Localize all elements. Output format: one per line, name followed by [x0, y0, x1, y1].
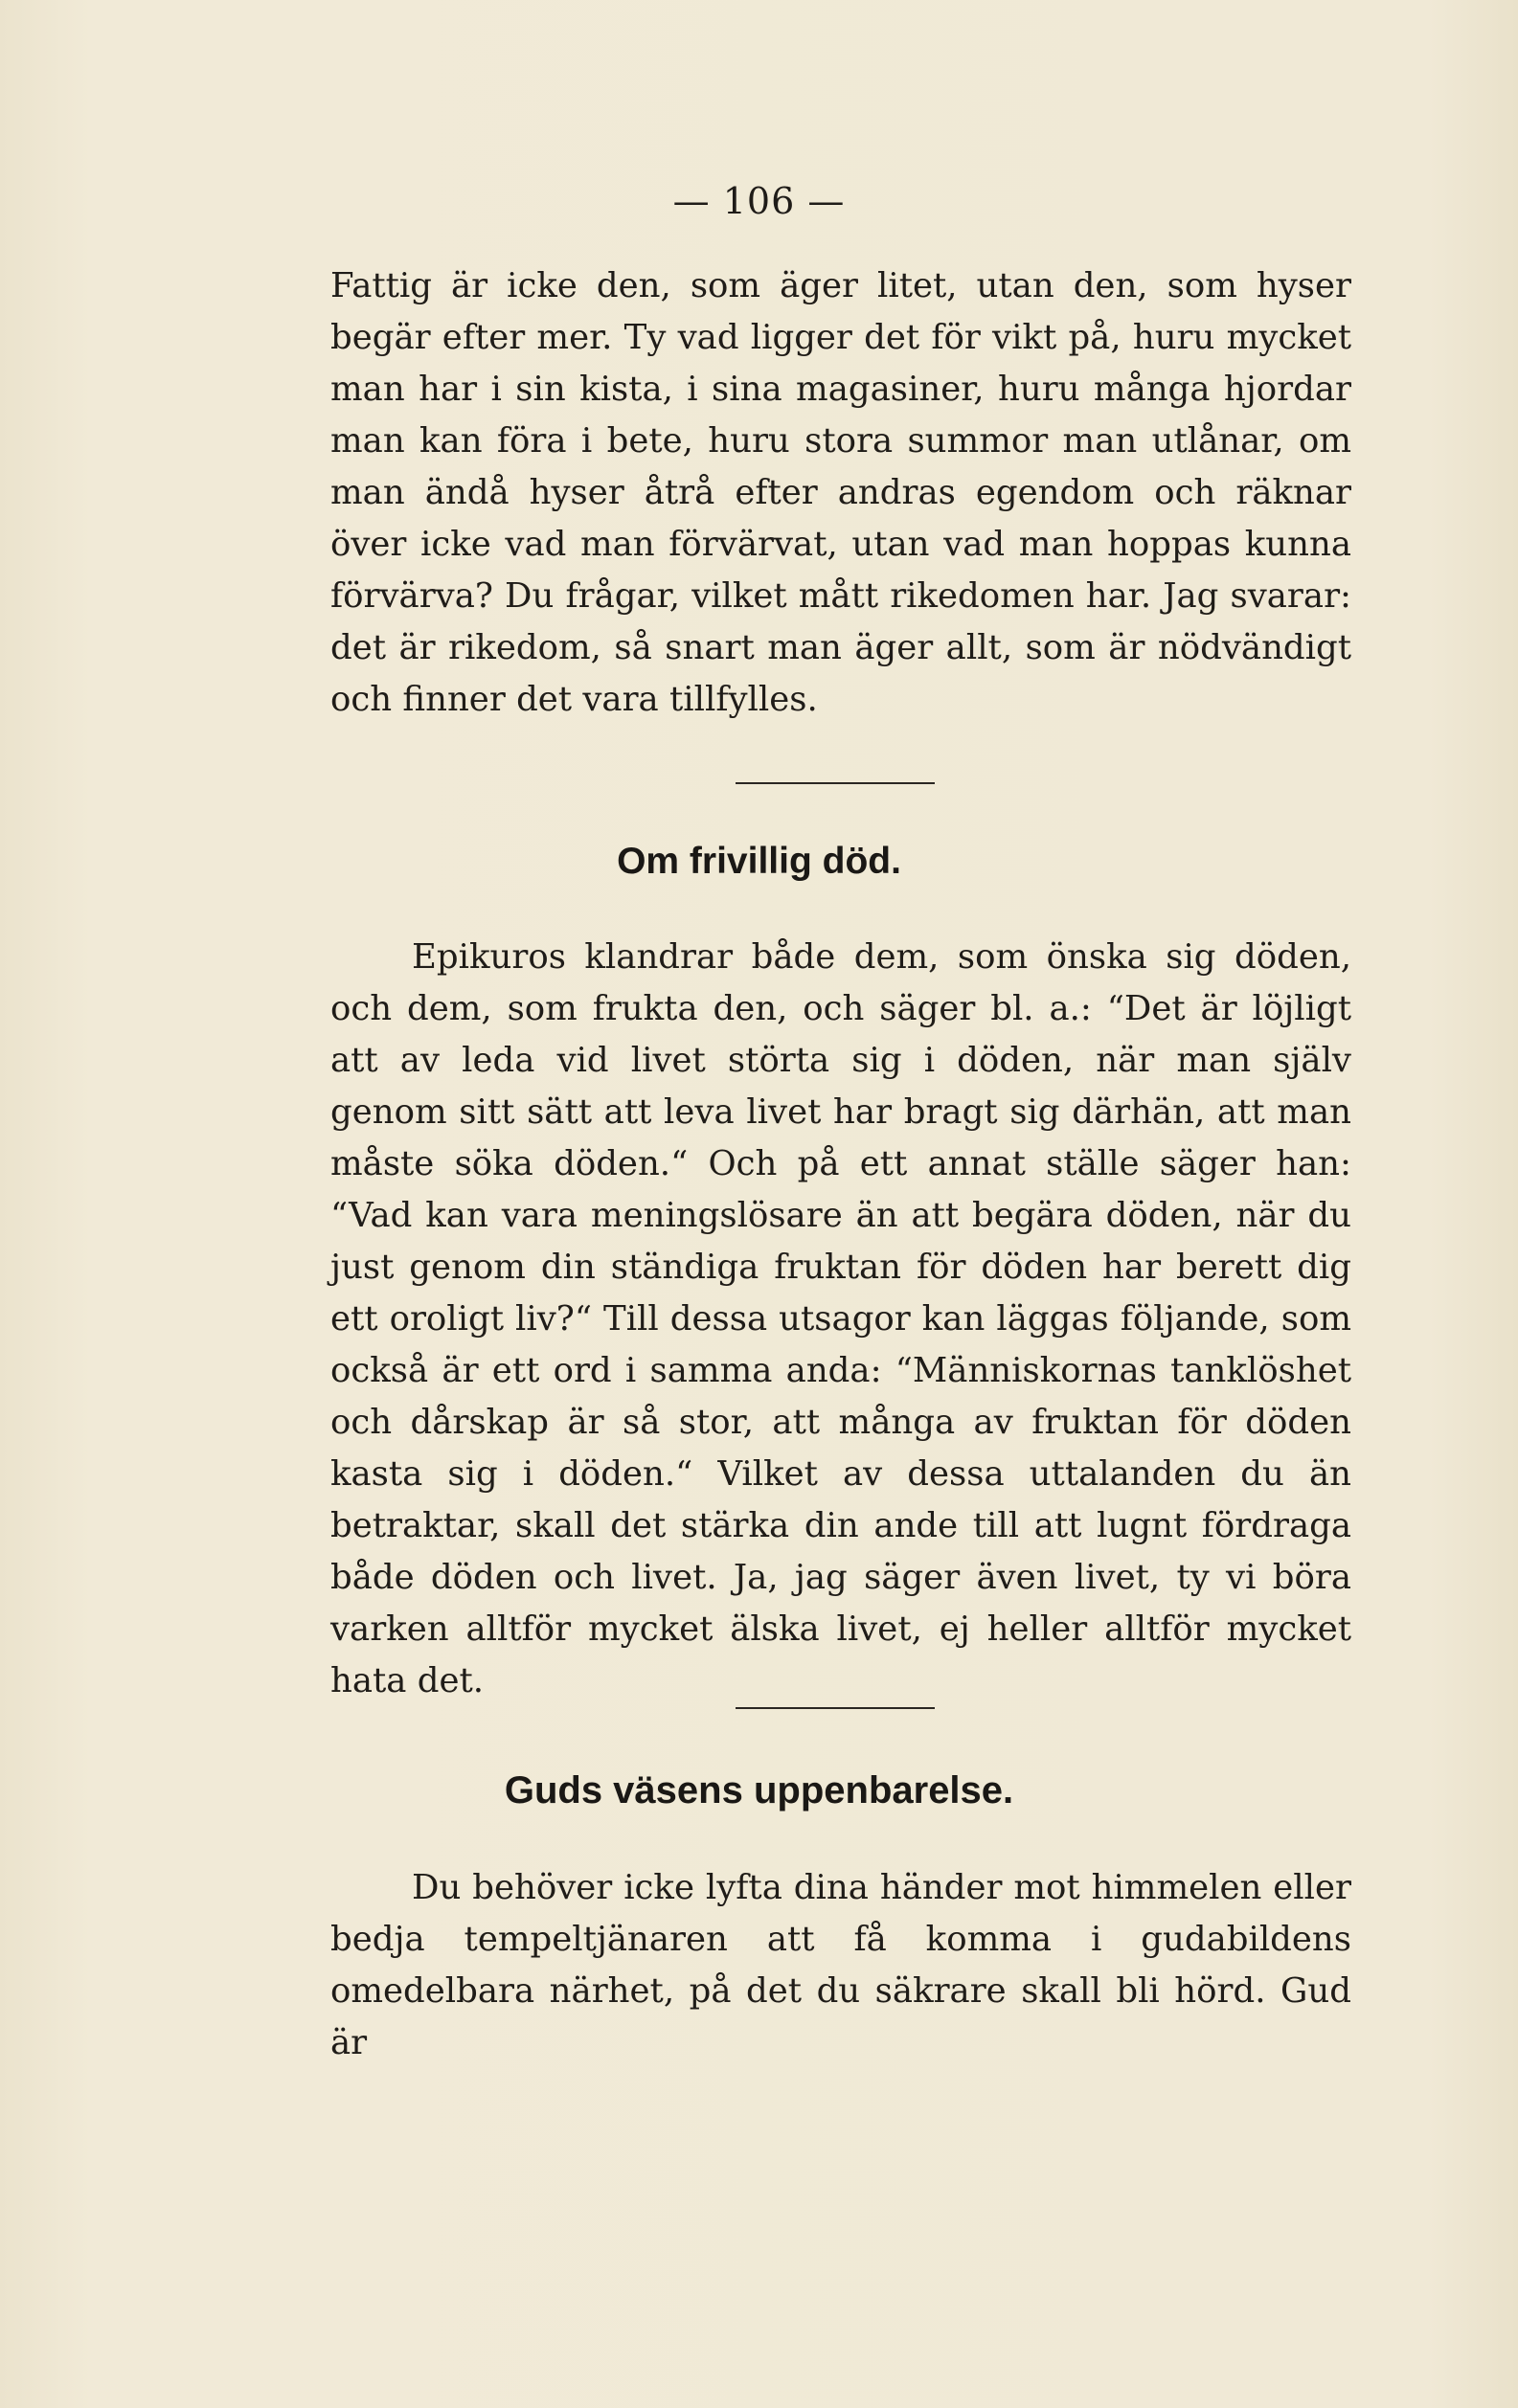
paragraph-2: Epikuros klandrar både dem, som önska sig döden, och dem, som frukta den, och säger bl. a.: “Det är löjligt att av leda vid livet störta sig i döden, när man själv genom sitt sätt att leva livet har bragt sig därhän, att man måste söka döden.“ Och på ett annat ställe säger han: “Vad kan vara meningslösare än att begära döden, när du just genom din ständiga fruktan för döden har berett dig ett oroligt liv?“ Till dessa utsagor kan läggas följande, som också är ett ord i samma anda: “Människornas tanklöshet och dårskap är så stor, att många av fruktan för döden kasta sig i döden.“ Vilket av dessa uttalanden du än betraktar, skall det stärka din ande till att lugnt fördraga både döden och livet. Ja, jag säger även livet, ty vi böra varken alltför mycket älska livet, ej heller alltför mycket hata det. [330, 937, 1351, 1700]
heading-om-frivillig-dod: Om frivillig död. [617, 841, 901, 882]
paragraph-3: Du behöver icke lyfta dina händer mot himmelen eller bedja tempeltjänaren att få komma i gudabildens omedelbara närhet, på det du säkrare skall bli hörd. Gud är [330, 1868, 1351, 2062]
paragraph-1: Fattig är icke den, som äger litet, utan den, som hyser begär efter mer. Ty vad ligger det för vikt på, huru mycket man har i sin kista, i sina magasiner, huru många hjordar man kan föra i bete, huru stora summor man utlånar, om man ändå hyser åtrå efter andras egendom och räknar över icke vad man förvärvat, utan vad man hoppas kunna förvärva? Du frågar, vilket mått rikedomen har. Jag svarar: det är rikedom, så snart man äger allt, som är nödvändigt och finner det vara tillfylles. [330, 266, 1351, 719]
section-divider-1 [736, 782, 935, 784]
section-divider-2 [736, 1707, 935, 1709]
section-3 [330, 1862, 1351, 2069]
heading-guds-vasens-uppenbarelse: Guds väsens uppenbarelse. [504, 1769, 1014, 1812]
page-number: — 106 — [672, 180, 846, 222]
section-2 [330, 932, 1351, 1707]
section-1 [330, 260, 1351, 726]
